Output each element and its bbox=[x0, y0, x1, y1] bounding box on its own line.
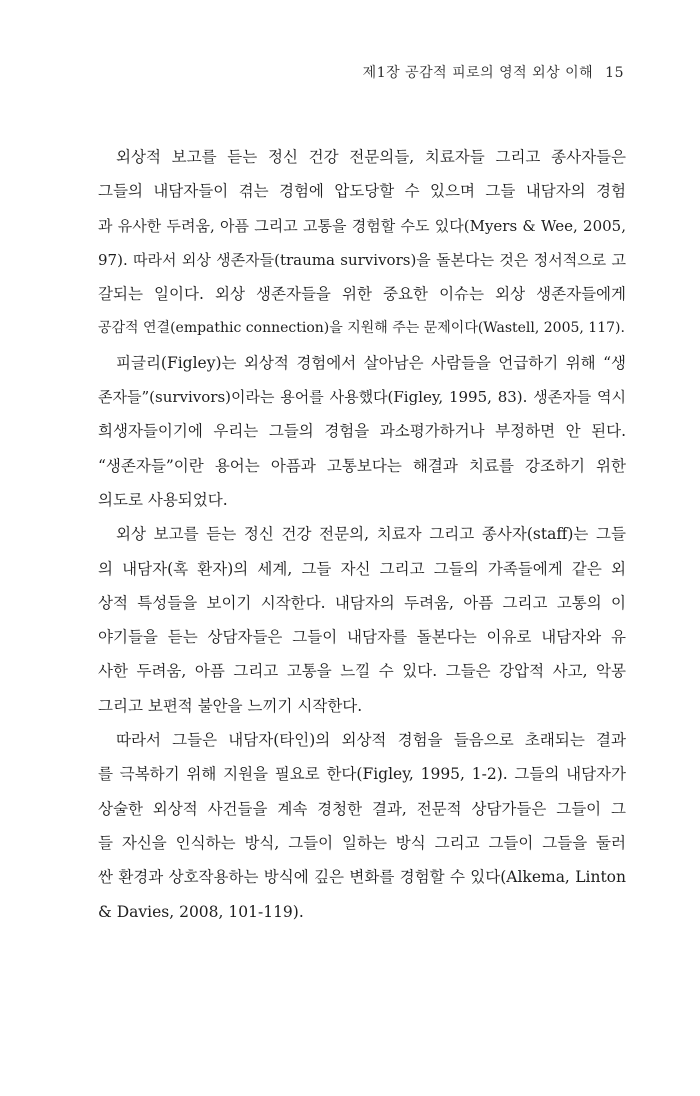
body-text bbox=[98, 140, 626, 929]
paragraph bbox=[98, 140, 626, 346]
text-line: 희생자들이기에 우리는 그들의 경험을 과소평가하거나 부정하면 안 된다. bbox=[98, 422, 626, 441]
text-line: 의도로 사용되었다. bbox=[98, 490, 228, 509]
text-line: 싼 환경과 상호작용하는 방식에 깊은 변화를 경험할 수 있다(Alkema, Linton bbox=[98, 868, 626, 887]
text-line: 외상적 보고를 듣는 정신 건강 전문의들, 치료자들 그리고 종사자들은 bbox=[116, 148, 626, 166]
page-number: 15 bbox=[605, 65, 624, 81]
text-line: 그리고 보편적 불안을 느끼기 시작한다. bbox=[98, 696, 363, 715]
text-line: 공감적 연결(empathic connection)을 지원해 주는 문제이다(Wastell, 2005, 117). bbox=[98, 320, 625, 337]
text-line: 과 유사한 두려움, 아픔 그리고 고통을 경험할 수도 있다(Myers & Wee, 2005, bbox=[98, 216, 626, 235]
text-line: 따라서 그들은 내담자(타인)의 외상적 경험을 들음으로 초래되는 결과 bbox=[116, 731, 626, 750]
text-line: 의 내담자(혹 환자)의 세계, 그들 자신 그리고 그들의 가족들에게 같은 외 bbox=[98, 559, 626, 578]
text-line: 갈되는 일이다. 외상 생존자들을 위한 중요한 이슈는 외상 생존자들에게 bbox=[98, 285, 626, 304]
text-line: 존자들”(survivors)이라는 용어를 사용했다(Figley, 1995, 83). 생존자들 역시 bbox=[98, 388, 626, 407]
text-line: 97). 따라서 외상 생존자들(trauma survivors)을 돌본다는 것은 정서적으로 고 bbox=[98, 250, 626, 269]
text-line: 상적 특성들을 보이기 시작한다. 내담자의 두려움, 아픔 그리고 고통의 이 bbox=[98, 593, 626, 612]
text-line: 피글리(Figley)는 외상적 경험에서 살아남은 사람들을 언급하기 위해 “생 bbox=[116, 353, 626, 372]
paragraph bbox=[98, 723, 626, 929]
text-line: 사한 두려움, 아픔 그리고 고통을 느낄 수 있다. 그들은 강압적 사고, 악몽 bbox=[98, 662, 626, 681]
text-line: 외상 보고를 듣는 정신 건강 전문의, 치료자 그리고 종사자(staff)는 그들 bbox=[116, 525, 626, 544]
running-header bbox=[363, 62, 624, 82]
text-line: 그들의 내담자들이 겪는 경험에 압도당할 수 있으며 그들 내담자의 경험 bbox=[98, 182, 626, 201]
text-line: 상술한 외상적 사건들을 계속 경청한 결과, 전문적 상담가들은 그들이 그 bbox=[98, 799, 626, 818]
running-title: 제1장 공감적 피로의 영적 외상 이해 bbox=[362, 65, 594, 81]
text-line: “생존자들”이란 용어는 아픔과 고통보다는 해결과 치료를 강조하기 위한 bbox=[98, 456, 626, 475]
paragraph bbox=[98, 346, 626, 517]
text-line: 들 자신을 인식하는 방식, 그들이 일하는 방식 그리고 그들이 그들을 둘러 bbox=[98, 833, 626, 852]
paragraph bbox=[98, 517, 626, 723]
text-line: & Davies, 2008, 101-119). bbox=[98, 902, 304, 921]
text-line: 야기들을 듣는 상담자들은 그들이 내담자를 돌본다는 이유로 내담자와 유 bbox=[98, 628, 626, 647]
text-line: 를 극복하기 위해 지원을 필요로 한다(Figley, 1995, 1-2). 그들의 내담자가 bbox=[98, 765, 626, 784]
